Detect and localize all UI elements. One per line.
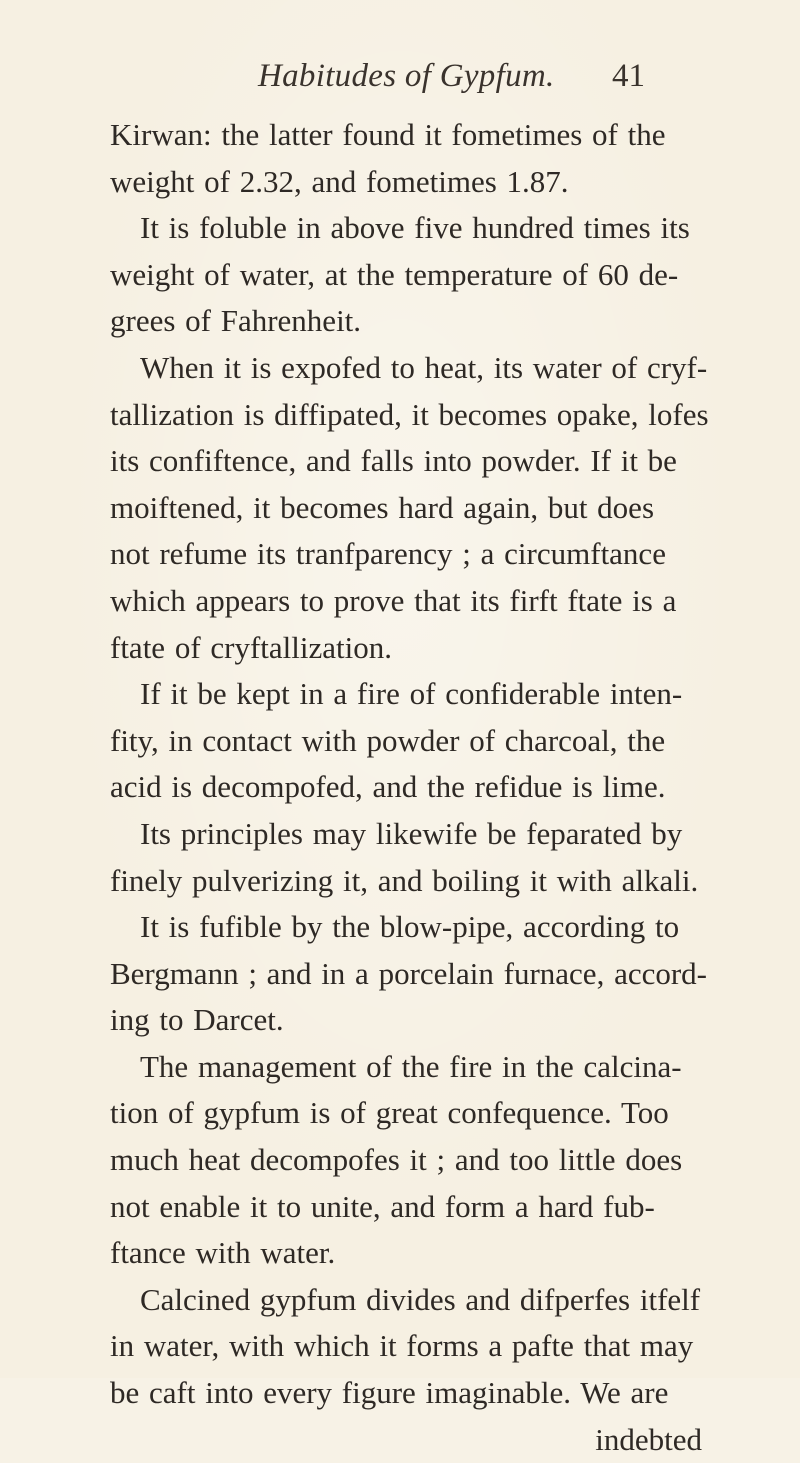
text-line: weight of 2.32, and fometimes 1.87. (110, 163, 569, 199)
paragraph-start-line: The management of the fire in the calcina- (140, 1048, 682, 1084)
paragraph-start-line: Calcined gypfum divides and difperfes itfelf (140, 1281, 701, 1317)
paragraph-start-line: It is foluble in above five hundred times its (140, 210, 690, 246)
page-number: 41 (612, 58, 645, 94)
paragraph-start-line: When it is expofed to heat, its water of cryf- (140, 349, 708, 385)
text-line: fity, in contact with powder of charcoal, the (110, 722, 666, 758)
body-text (110, 112, 710, 1463)
text-line: grees of Fahrenheit. (110, 303, 362, 339)
catchword: indebted (595, 1421, 702, 1457)
text-line: not refume its tranfparency ; a circumftance (110, 536, 666, 572)
text-line: moiftened, it becomes hard again, but does (110, 489, 655, 525)
paragraph-start-line: If it be kept in a fire of confiderable inten- (140, 676, 683, 712)
text-line: ftance with water. (110, 1235, 336, 1271)
text-line: ing to Darcet. (110, 1002, 284, 1038)
page-header-title: Habitudes of Gypfum. (258, 58, 555, 94)
paragraph-start-line: It is fufible by the blow-pipe, according to (140, 909, 680, 945)
text-line: ftate of cryftallization. (110, 629, 393, 665)
text-line: its confiftence, and falls into powder. If it be (110, 443, 677, 479)
text-line: Kirwan: the latter found it fometimes of the (110, 117, 666, 152)
text-line: acid is decompofed, and the refidue is lime. (110, 769, 666, 805)
text-line: weight of water, at the temperature of 60 de- (110, 256, 679, 292)
text-line: which appears to prove that its firft ftate is a (110, 582, 677, 618)
text-line: Bergmann ; and in a porcelain furnace, accord- (110, 955, 707, 991)
running-head (0, 58, 800, 98)
text-line: be caft into every figure imaginable. We are (110, 1375, 669, 1411)
text-line: finely pulverizing it, and boiling it with alkali. (110, 862, 699, 898)
text-line: not enable it to unite, and form a hard fub- (110, 1188, 655, 1224)
text-line: tion of gypfum is of great confequence. Too (110, 1095, 669, 1131)
paragraph-start-line: Its principles may likewife be feparated by (140, 815, 683, 851)
text-line: much heat decompofes it ; and too little does (110, 1142, 683, 1178)
text-line: in water, with which it forms a pafte that may (110, 1328, 694, 1364)
text-line: tallization is diffipated, it becomes opake, lofes (110, 396, 709, 432)
